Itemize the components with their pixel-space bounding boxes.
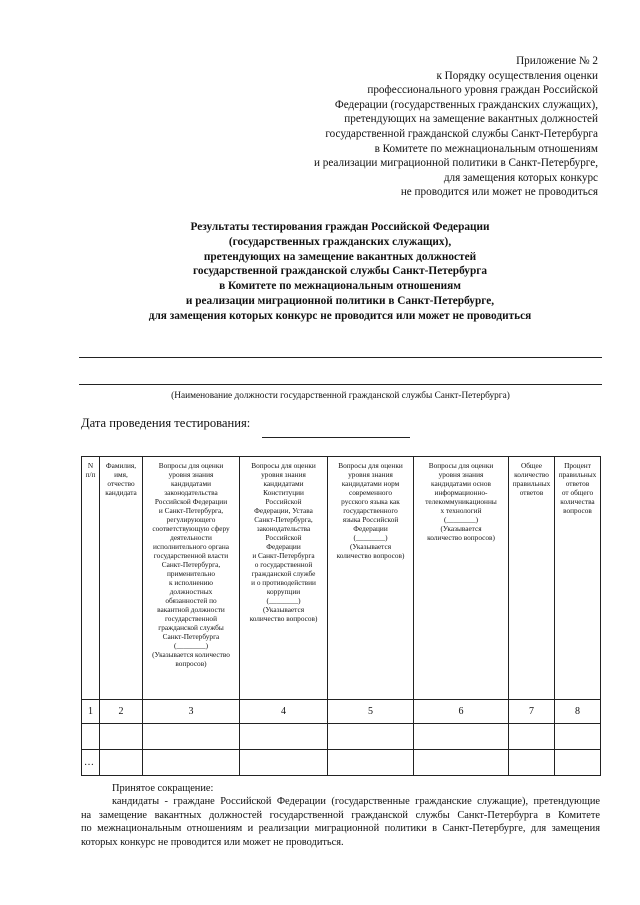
appendix-line: претендующих на замещение вакантных должностей [344, 113, 598, 126]
header-cell [143, 457, 240, 700]
testing-date-line [262, 437, 410, 438]
table-row [82, 750, 601, 776]
column-number-cell: 3 [143, 700, 240, 724]
header-line: должностных [169, 587, 213, 596]
table-row [82, 724, 601, 750]
header-line: (________) [443, 515, 479, 524]
table-header-row [82, 457, 601, 700]
header-line: правильных [512, 479, 551, 488]
header-line: обязанностей по [165, 596, 217, 605]
table-cell [509, 724, 555, 750]
appendix-header [240, 54, 598, 200]
header-line: вакантной должности [157, 605, 225, 614]
header-line: Общее [520, 461, 543, 470]
table-cell-dots: … [82, 750, 100, 776]
header-line: (Указывается количество [152, 650, 230, 659]
header-line: Конституции [263, 488, 304, 497]
header-line: уровня знания [261, 470, 306, 479]
header-line: и Санкт-Петербурга [252, 551, 315, 560]
header-line: кандидатами [171, 479, 211, 488]
abbreviation-line: которых конкурс не проводится или может не проводиться. [81, 836, 344, 848]
header-line: государственного [343, 506, 398, 515]
abbreviation-line: кандидаты - граждане Российской Федерации (государственные гражданские служащие), претендующие [112, 796, 600, 807]
table-cell [328, 724, 414, 750]
header-line: (________) [173, 641, 209, 650]
header-line: Вопросы для оценки [428, 461, 494, 470]
header-cell [82, 457, 100, 700]
header-line: к исполнению [168, 578, 214, 587]
header-line: телекоммуникационны [425, 497, 497, 506]
column-number-cell: 4 [240, 700, 328, 724]
header-line: Федерации [266, 542, 301, 551]
header-line: Вопросы для оценки [338, 461, 403, 470]
header-line: уровня знания [168, 470, 214, 479]
testing-date-label: Дата проведения тестирования: [81, 416, 251, 430]
abbreviation-title: Принятое сокращение: [112, 783, 214, 794]
header-line: вопросов) [175, 659, 207, 668]
header-line: государственной власти [153, 551, 229, 560]
table-cell [240, 724, 328, 750]
header-line: количество вопросов) [336, 551, 405, 560]
appendix-line: не проводится или может не проводиться [400, 186, 598, 199]
results-table [81, 456, 601, 776]
header-cell [509, 457, 555, 700]
abbreviation-text [81, 795, 600, 849]
header-line: о государственной [254, 560, 313, 569]
abbreviation-line: на замещение вакантных должностей государственной гражданской службы Санкт-Петербурга в Комитете [81, 809, 600, 821]
table-cell [100, 750, 143, 776]
header-line: от общего [561, 488, 594, 497]
header-line: (________) [353, 533, 388, 542]
header-line: Процент [564, 461, 591, 470]
header-line: (Указывается [349, 542, 392, 551]
header-line: (________) [266, 596, 301, 605]
header-line: гражданской службы [158, 623, 224, 632]
table-cell [143, 750, 240, 776]
header-line: коррупции [266, 587, 301, 596]
table-cell [328, 750, 414, 776]
header-line: (Указывается [262, 605, 305, 614]
header-line: языка Российской [342, 515, 399, 524]
header-line: Вопросы для оценки [251, 461, 316, 470]
header-line: Фамилия, [105, 461, 137, 470]
table-cell [100, 724, 143, 750]
header-line: количество [514, 470, 549, 479]
column-number-cell: 2 [100, 700, 143, 724]
header-line: современного [349, 488, 392, 497]
header-line: ответов [565, 479, 590, 488]
header-line: кандидатами основ [431, 479, 491, 488]
table-cell [414, 724, 509, 750]
column-number-cell: 5 [328, 700, 414, 724]
header-line: Федерации [353, 524, 388, 533]
position-name-line-1 [79, 357, 602, 358]
header-line: имя, [114, 470, 128, 479]
header-line: ответов [519, 488, 544, 497]
column-number-cell: 1 [82, 700, 100, 724]
header-line: и о противодействии [251, 578, 316, 587]
header-line: правильных [558, 470, 597, 479]
position-name-line-2 [79, 384, 602, 385]
title-line: претендующих на замещение вакантных должностей [203, 250, 477, 263]
document-title [80, 220, 600, 324]
header-line: количество вопросов) [427, 533, 495, 542]
header-line: кандидатами норм [341, 479, 400, 488]
title-line: государственной гражданской службы Санкт-Петербурга [193, 265, 487, 278]
header-line: Санкт-Петербурга [162, 632, 220, 641]
header-line: применительно [166, 569, 216, 578]
header-line: гражданской службе [251, 569, 316, 578]
table-cell [509, 750, 555, 776]
column-number-cell: 6 [414, 700, 509, 724]
header-line: соответствующую сферу [152, 524, 230, 533]
header-line: количества [560, 497, 595, 506]
table-cell [555, 724, 601, 750]
header-cell [328, 457, 414, 700]
header-line: кандидата [105, 488, 137, 497]
header-line: и Санкт-Петербурга, [158, 506, 224, 515]
column-number-cell: 7 [509, 700, 555, 724]
title-line: Результаты тестирования граждан Российской Федерации [190, 221, 490, 233]
header-line: исполнительного органа [153, 542, 229, 551]
appendix-line: профессионального уровня граждан Российской [367, 84, 598, 97]
header-cell [100, 457, 143, 700]
header-line: Российской [265, 497, 302, 506]
appendix-line: Федерации (государственных гражданских служащих), [334, 98, 598, 111]
header-line: п/п [85, 470, 96, 479]
appendix-line: для замещения которых конкурс [443, 171, 598, 184]
appendix-line: Приложение № 2 [516, 55, 598, 67]
abbreviation-line: по межнациональным отношениям и реализации миграционной политики в Санкт-Петербурге, для замещения [81, 823, 600, 835]
table-cell [414, 750, 509, 776]
header-line: законодательства [256, 524, 311, 533]
header-line: государственной [164, 614, 217, 623]
header-line: х технологий [440, 506, 482, 515]
header-line: кандидатами [263, 479, 304, 488]
header-line: деятельности [170, 533, 212, 542]
header-line: регулирующего [166, 515, 216, 524]
header-line: отчество [107, 479, 135, 488]
header-line: уровня знания [348, 470, 393, 479]
header-line: информационно- [434, 488, 488, 497]
title-line: для замещения которых конкурс не проводится или может не проводиться [148, 309, 532, 322]
header-cell [414, 457, 509, 700]
header-line: уровня знания [438, 470, 484, 479]
header-line: Вопросы для оценки [158, 461, 224, 470]
header-line: Российской [265, 533, 302, 542]
title-line: в Комитете по межнациональным отношениям [219, 280, 461, 293]
table-cell [240, 750, 328, 776]
appendix-line: к Порядку осуществления оценки [436, 69, 598, 82]
header-line: русского языка как [341, 497, 400, 506]
header-line: (Указывается [440, 524, 482, 533]
header-cell [555, 457, 601, 700]
appendix-line: в Комитете по межнациональным отношениям [374, 142, 598, 155]
column-number-cell: 8 [555, 700, 601, 724]
appendix-line: и реализации миграционной политики в Санкт-Петербурге, [313, 157, 598, 170]
table-cell [143, 724, 240, 750]
header-line: количество вопросов) [249, 614, 318, 623]
header-line: законодательства [164, 488, 218, 497]
table-cell [555, 750, 601, 776]
title-line: и реализации миграционной политики в Санкт-Петербурге, [185, 294, 495, 307]
header-line: вопросов [563, 506, 592, 515]
header-line: Российской Федерации [154, 497, 228, 506]
position-caption: (Наименование должности государственной гражданской службы Санкт-Петербурга) [171, 391, 510, 401]
table-cell [82, 724, 100, 750]
header-line: Санкт-Петербурга, [161, 560, 221, 569]
header-line: Санкт-Петербурга, [254, 515, 313, 524]
table-row [82, 700, 601, 724]
header-line: Федерации, Устава [254, 506, 313, 515]
appendix-line: государственной гражданской службы Санкт-Петербурга [325, 127, 598, 140]
header-cell [240, 457, 328, 700]
title-line: (государственных гражданских служащих), [228, 235, 452, 248]
header-line: N [87, 461, 94, 470]
